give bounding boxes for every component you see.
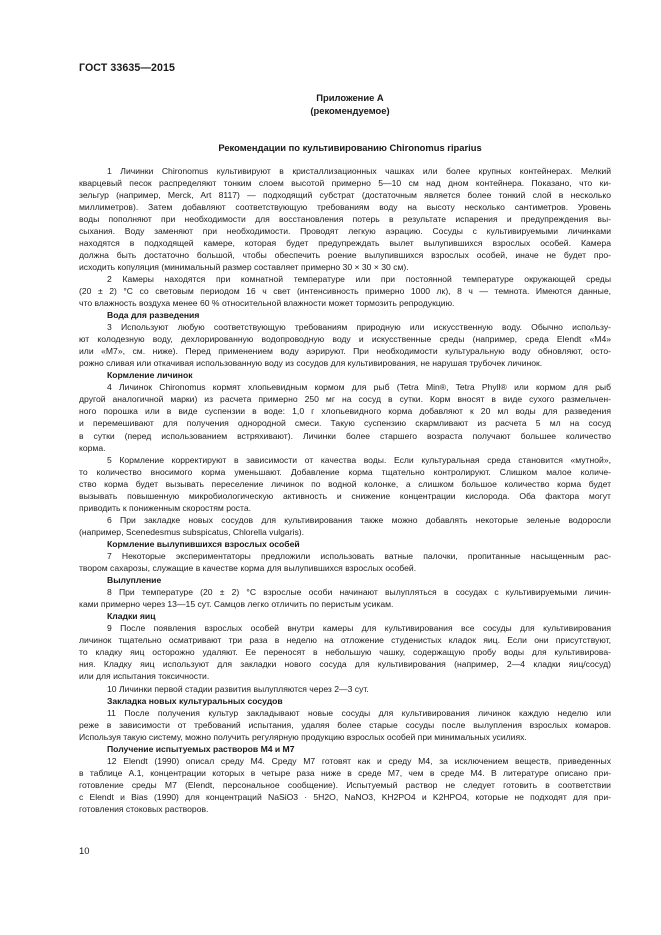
section-heading: Кладки яиц xyxy=(107,611,156,622)
paragraph-line: личинок тщательно осматривают три раза в неделю на отложение студенистых кладок яиц. Если они присутствуют, xyxy=(79,635,611,646)
paragraph-line: в сутки (перед использованием встряхивают). Личинки более старшего возраста получают большее количество xyxy=(79,430,611,441)
paragraph-line: должна быть достаточно большой, чтобы обеспечить роение вылупившихся взрослых особей, иначе не будет про- xyxy=(79,249,611,260)
paragraph-line: ного порошка или в виде суспензии в воде: 1,0 г хлопьевидного корма добавляют к 20 мл воды для разведения xyxy=(79,406,611,417)
appendix-section-title: Рекомендации по культивированию Chironomus riparius xyxy=(218,142,482,153)
section-heading: Кормление вылупившихся взрослых особей xyxy=(107,538,300,549)
paragraph-line: (20 ± 2) °С со световым периодом 16 ч свет (интенсивность примерно 1000 лк), 8 ч — темнота. Имеются данные, xyxy=(79,285,611,296)
paragraph-line: приводить к пониженным скоростям роста. xyxy=(79,502,252,513)
paragraph-line: сыхания. Воду заменяют при необходимости. Проводят легкую аэрацию. Сосуды с культивируемыми личинками xyxy=(79,225,611,236)
paragraph-line: 2 Камеры находятся при комнатной температуре или при постоянной температуре окружающей среды xyxy=(107,273,611,284)
section-heading: Получение испытуемых растворов М4 и М7 xyxy=(107,743,295,754)
paragraph-line: корма. xyxy=(79,442,106,453)
paragraph-line: 7 Некоторые экспериментаторы предложили использовать ватные палочки, пропитанные насыщенным рас- xyxy=(107,551,611,561)
paragraph-line: миллиметров). Затем добавляют соответствующую требованиям воду на высоту несколько сантиметров. Уровень xyxy=(79,201,611,212)
paragraph-line: другой аналогичной марки) из расчета примерно 250 мг на сосуд в сутки. Корм вносят в виде сухого размельчен- xyxy=(79,394,611,405)
paragraph-line: вызывать повышенную микробиологическую активность и снижение концентрации кислорода. Оба фактора могут xyxy=(79,490,611,501)
paragraph-line: 3 Используют любую соответствующую требованиям природную или искусственную воду. Обычно использу- xyxy=(107,322,611,333)
paragraph-line: с Elendt и Bias (1990) для концентраций NaSiO3 · 5H2O, NaNO3, KH2PO4 и K2HPO4, которые не подходят для при- xyxy=(79,791,611,802)
appendix-heading xyxy=(200,92,500,117)
paragraph-line: или для испытания токсичности. xyxy=(79,671,210,682)
paragraph-line: ство корма будет вызывать переселение личинок по водной колонке, а слишком большое количество корма будет xyxy=(79,478,611,489)
paragraph-line: 1 Личинки Chironomus культивируют в кристаллизационных чашках или более крупных контейнерах. Мелкий xyxy=(107,165,611,176)
paragraph-line: или «М7», см. ниже). Перед применением воду аэрируют. При необходимости культуральную воду обновляют, осто- xyxy=(79,346,611,357)
paragraph-line: то количество вносимого корма уменьшают. Добавление корма тщательно контролируют. Слишком малое количе- xyxy=(79,466,611,477)
paragraph-line: 8 При температуре (20 ± 2) °С взрослые особи начинают вылупляться в сосудах с культивируемыми личин- xyxy=(107,587,611,598)
paragraph-line: рожно сливая или откачивая использованную воду из сосудов для культивирования, не нарушая трубочек личинок. xyxy=(79,358,543,369)
paragraph-line: 11 После получения культур закладывают новые сосуды для культивирования личинок каждую неделю или xyxy=(107,707,611,718)
paragraph-line: воды пополняют при необходимости для восстановления потерь в результате испарения и предупреждения вы- xyxy=(79,213,611,224)
body-text xyxy=(79,165,611,816)
paragraph-line: 4 Личинок Chironomus кормят хлопьевидным кормом для рыб (Tetra Min®, Tetra Phyll® или кормом для рыб xyxy=(107,382,611,393)
section-heading: Закладка новых культуральных сосудов xyxy=(107,695,283,706)
paragraph-line: находятся в подходящей камере, которая будет предупреждать вылет вылупившихся взрослых особей. Камера xyxy=(79,237,611,248)
appendix-title: Приложение А xyxy=(316,92,384,103)
paragraph-line: что влажность воздуха менее 60 % относительной влажности может тормозить репродукцию. xyxy=(79,298,455,309)
page-number: 10 xyxy=(79,845,90,856)
paragraph-line: зельгур (например, Merck, Art 8117) — подходящий субстрат (достаточным является более тонкий слой в несколько xyxy=(79,189,611,200)
appendix-subtitle: (рекомендуемое) xyxy=(310,104,390,116)
paragraph-line: кварцевый песок распределяют тонким слоем высотой примерно 5—10 см над дном контейнера. Показано, что ки- xyxy=(79,177,611,188)
standard-header: ГОСТ 33635—2015 xyxy=(79,62,176,74)
paragraph-line: и перемешивают для получения однородной смеси. Такую суспензию скармливают из расчета 5 мл на сосуд xyxy=(79,418,611,429)
paragraph-line: 9 После появления взрослых особей внутри камеры для культивирования все сосуды для культивирования xyxy=(107,623,611,634)
paragraph-line: твором сахарозы, служащие в качестве корма для вылупившихся взрослых особей. xyxy=(79,563,417,574)
section-heading: Вода для разведения xyxy=(107,310,200,321)
paragraph-line: готовления стоковых растворов. xyxy=(79,803,209,814)
paragraph-line: исходить копуляция (минимальный размер составляет примерно 30 × 30 × 30 см). xyxy=(79,261,409,272)
paragraph-line: ют колодезную воду, дехлорированную водопроводную воду и искусственные среды (например, среда Elendt «М4» xyxy=(79,334,611,345)
paragraph-line: ния. Кладку яиц используют для закладки нового сосуда для культивирования (например, 2—4 кладки яиц/сосуд) xyxy=(79,659,611,670)
section-heading: Кормление личинок xyxy=(107,370,193,381)
paragraph-line: в таблице А.1, концентрации которых в четыре раза ниже в среде М7, чем в среде М4. В литературе описано при- xyxy=(79,767,611,778)
paragraph-line: 6 При закладке новых сосудов для культивирования также можно добавлять некоторые зеленые водоросли xyxy=(107,514,611,525)
paragraph-line: реже в зависимости от требований испытания, удаляя более старые сосуды после вылупления взрослых комаров. xyxy=(79,719,611,730)
section-heading: Вылупление xyxy=(107,575,162,586)
paragraph-line: (например, Scenedesmus subspicatus, Chlorella vulgaris). xyxy=(79,526,305,537)
paragraph-line: ками примерно через 13—15 сут. Самцов легко отличить по перистым усикам. xyxy=(79,599,394,610)
paragraph-line: 10 Личинки первой стадии развития вылупляются через 2—3 сут. xyxy=(107,683,369,694)
paragraph-line: Используя такую систему, можно получить регулярную продукцию взрослых особей при минимальных усилиях. xyxy=(79,731,527,742)
paragraph-line: то кладку яиц осторожно удаляют. Ее переносят в небольшую чашку, содержащую пробу воды для культивирова- xyxy=(79,647,611,658)
paragraph-line: готовление среды М7 (Elendt, персональное сообщение). Испытуемый раствор не следует готовить в соответствии xyxy=(79,779,611,790)
paragraph-line: 12 Elendt (1990) описал среду М4. Среду М7 готовят как и среду М4, за исключением веществ, приведенных xyxy=(107,755,611,766)
paragraph-line: 5 Кормление корректируют в зависимости от качества воды. Если культуральная среда становится «мутной», xyxy=(107,454,611,465)
